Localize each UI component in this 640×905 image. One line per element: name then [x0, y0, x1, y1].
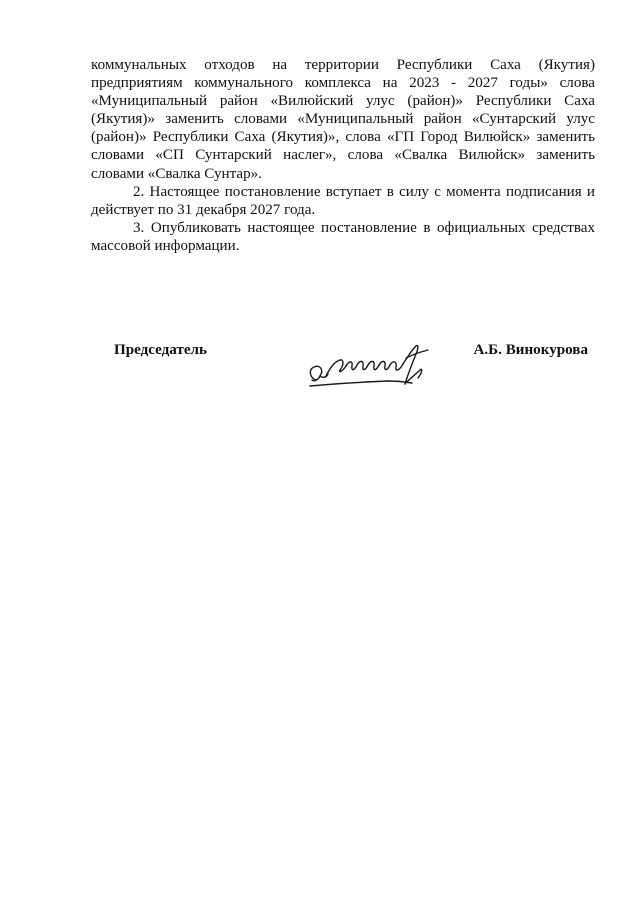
paragraph-clause-2: 2. Настоящее постановление вступает в силу с момента подписания и действует по 31 декабря 2027 года.: [91, 183, 595, 218]
paragraph-continuation: коммунальных отходов на территории Республики Саха (Якутия) предприятиям коммунального комплекса на 2023 - 2027 годы» слова «Муниципальный район «Вилюйский улус (район)» Республики Саха (Якутия)» заменить словами «Муниципальный район «Сунтарский улус (район)» Республики Саха (Якутия)», слова «ГП Город Вилюйск» заменить словами «СП Сунтарский наслег», слова «Свалка Вилюйск» заменить словами «Свалка Сунтар».: [91, 57, 595, 182]
document-body: [91, 56, 595, 255]
paragraph-clause-3: 3. Опубликовать настоящее постановление в официальных средствах массовой информации.: [91, 219, 595, 254]
signature-icon: [302, 340, 442, 398]
signatory-name: А.Б. Винокурова: [473, 342, 588, 358]
signatory-title: Председатель: [114, 342, 208, 358]
